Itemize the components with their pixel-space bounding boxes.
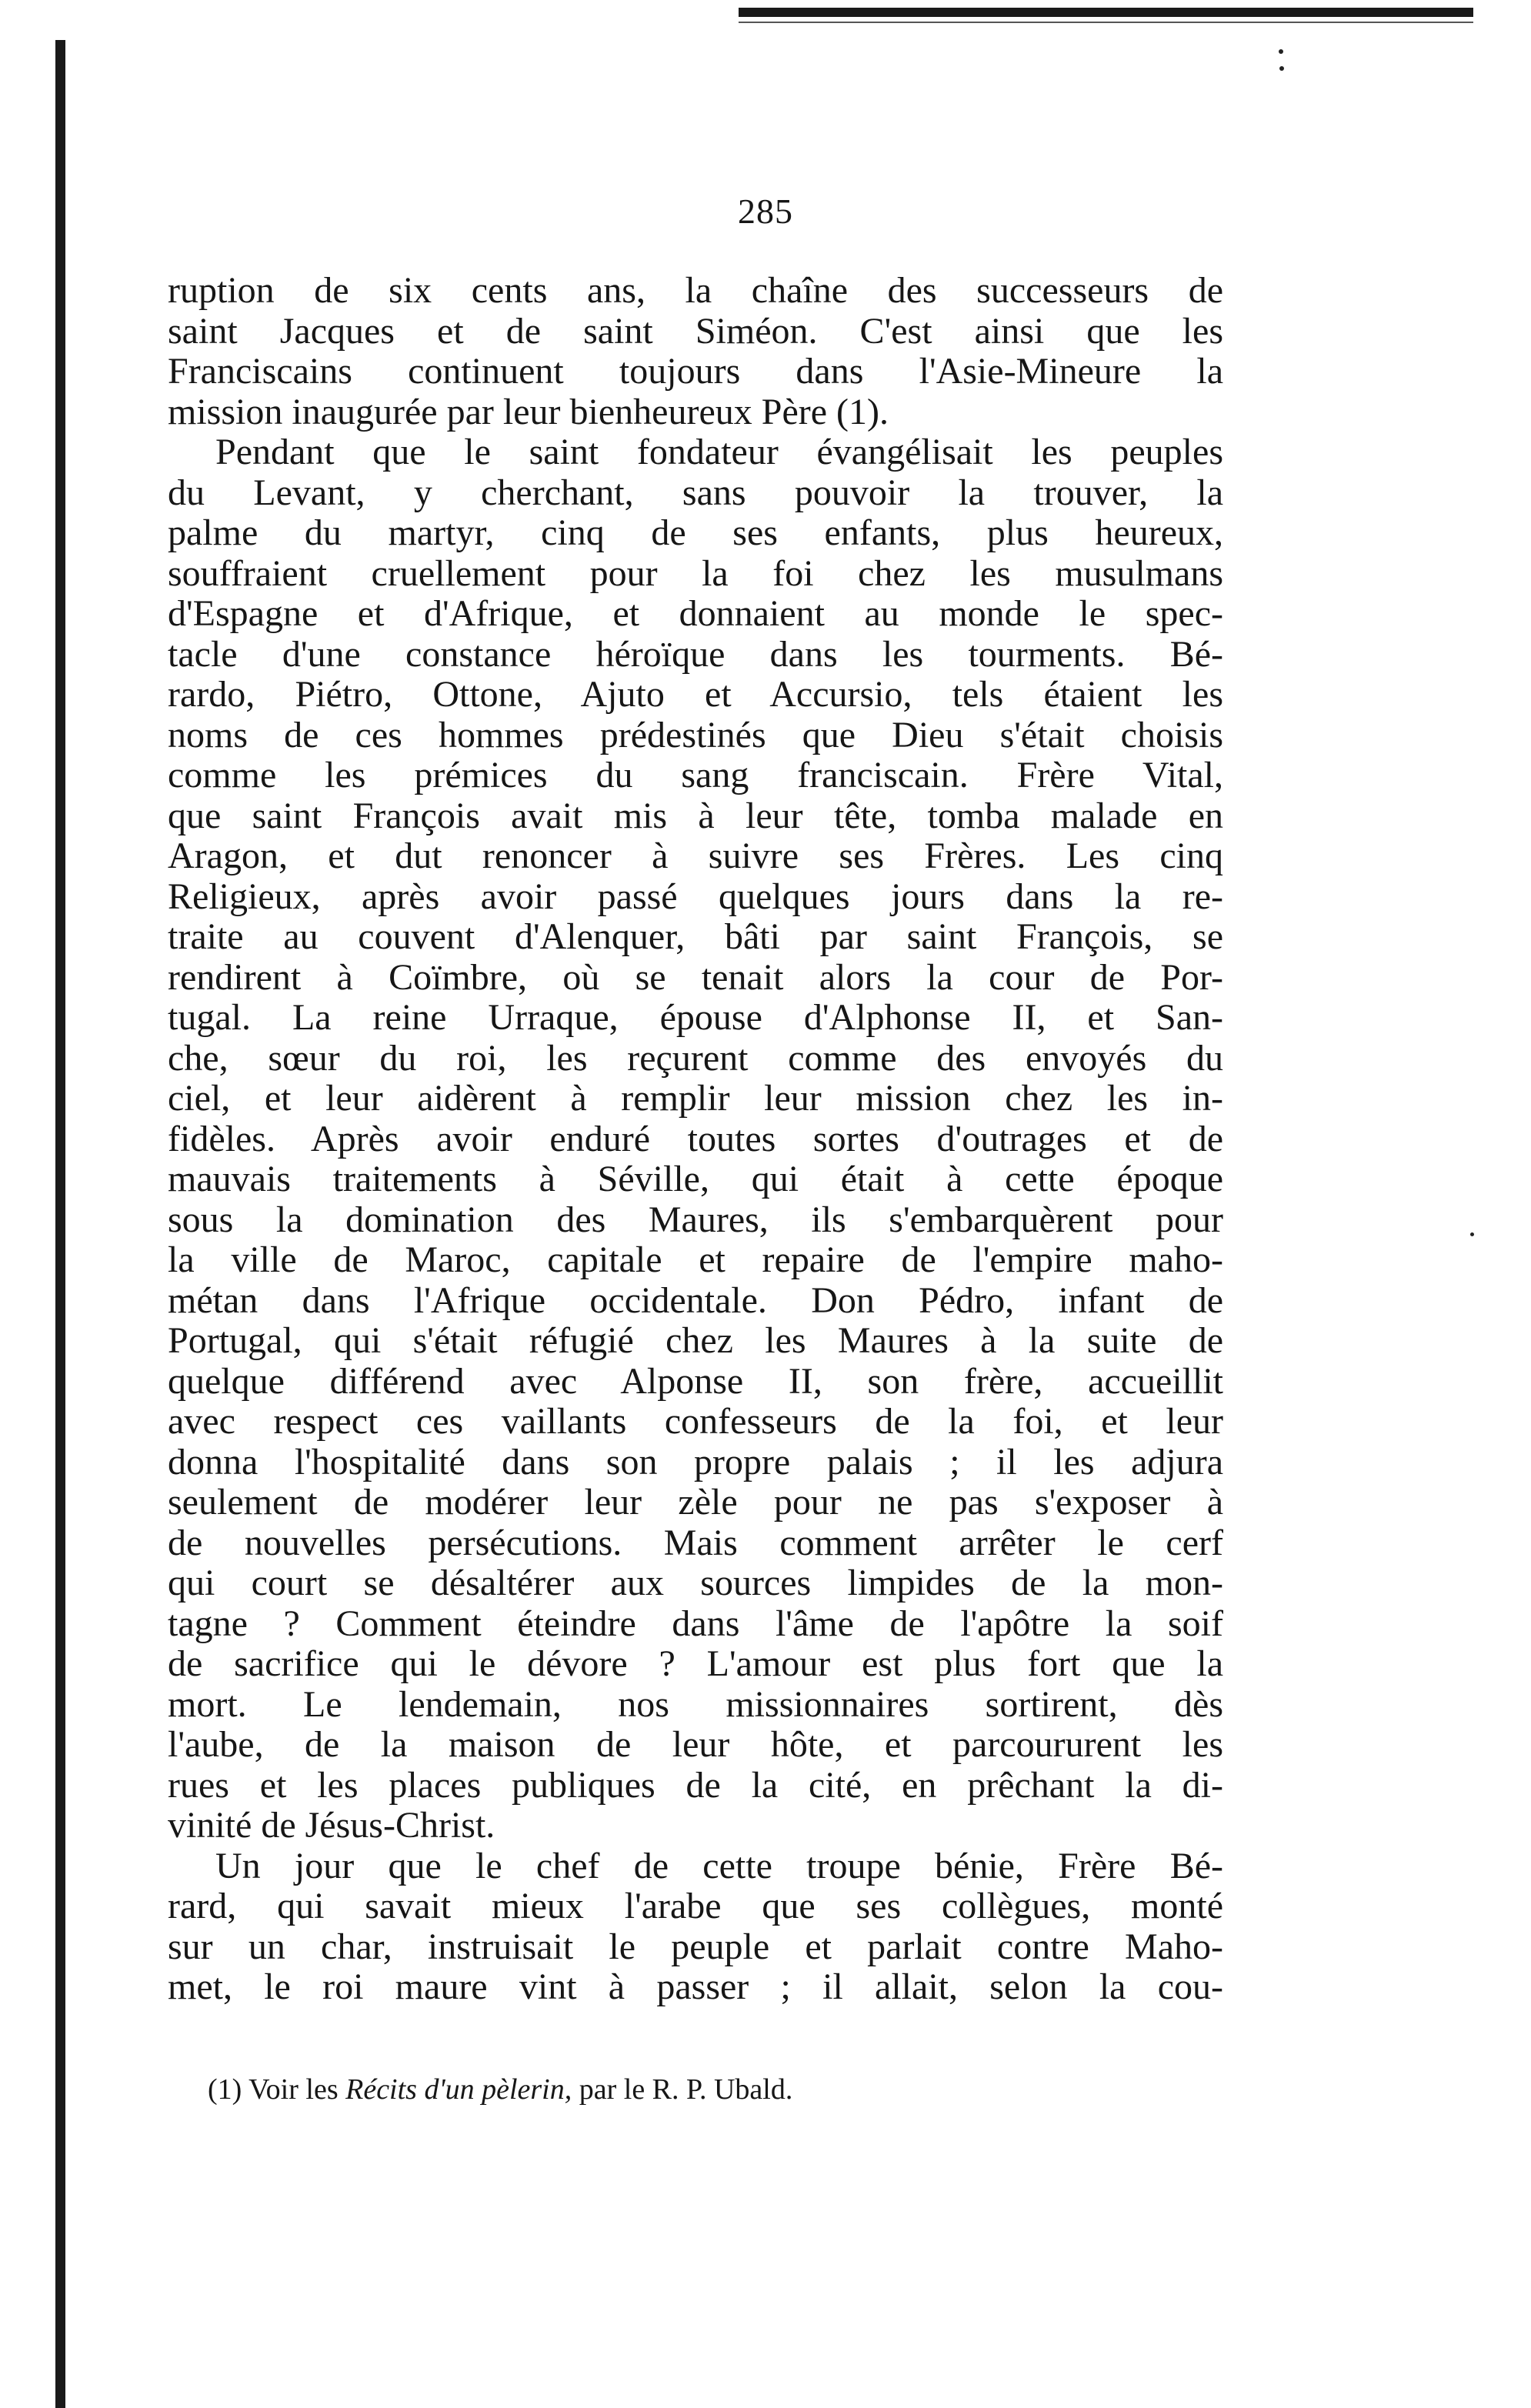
text-line: souffraient cruellement pour la foi chez les musulmans bbox=[168, 552, 1223, 594]
text-line: sous la domination des Maures, ils s'embarquèrent pour bbox=[168, 1199, 1223, 1240]
text-line: che, sœur du roi, les reçurent comme des envoyés du bbox=[168, 1037, 1223, 1079]
text-line: qui court se désaltérer aux sources limpides de la mon- bbox=[168, 1563, 1223, 1603]
text-line: rendirent à Coïmbre, où se tenait alors la cour de Por- bbox=[168, 956, 1223, 998]
text-line: Portugal, qui s'était réfugié chez les Maures à la suite de bbox=[168, 1320, 1223, 1361]
text-line: rardo, Piétro, Ottone, Ajuto et Accursio, tels étaient les bbox=[168, 674, 1223, 715]
text-line: tugal. La reine Urraque, épouse d'Alphonse II, et San- bbox=[168, 997, 1223, 1038]
text-line: rard, qui savait mieux l'arabe que ses collègues, monté bbox=[168, 1886, 1223, 1926]
text-line: la ville de Maroc, capitale et repaire de l'empire maho- bbox=[168, 1239, 1223, 1280]
scan-edge-top bbox=[739, 8, 1473, 17]
text-line: fidèles. Après avoir enduré toutes sortes d'outrages et de bbox=[168, 1118, 1223, 1159]
text-line: ruption de six cents ans, la chaîne des successeurs de bbox=[168, 270, 1223, 311]
scan-edge-left bbox=[55, 40, 65, 2408]
text-line: de sacrifice qui le dévore ? L'amour est plus fort que la bbox=[168, 1643, 1223, 1684]
text-line: Un jour que le chef de cette troupe bénie, Frère Bé- bbox=[215, 1845, 1223, 1886]
scan-edge-top-thin bbox=[739, 22, 1473, 23]
text-line: noms de ces hommes prédestinés que Dieu s'était choisis bbox=[168, 714, 1223, 755]
footnote bbox=[208, 2073, 792, 2106]
text-line: tacle d'une constance héroïque dans les tourments. Bé- bbox=[168, 633, 1223, 675]
text-line: l'aube, de la maison de leur hôte, et parcoururent les bbox=[168, 1724, 1223, 1765]
text-line: que saint François avait mis à leur tête, tomba malade en bbox=[168, 795, 1223, 836]
page-number: 285 bbox=[738, 192, 793, 231]
text-line: palme du martyr, cinq de ses enfants, plus heureux, bbox=[168, 512, 1223, 553]
text-line: seulement de modérer leur zèle pour ne pas s'exposer à bbox=[168, 1482, 1223, 1523]
scan-speck bbox=[1470, 1232, 1474, 1236]
body-text bbox=[168, 271, 1223, 2008]
text-line: du Levant, y cherchant, sans pouvoir la trouver, la bbox=[168, 472, 1223, 513]
text-line: d'Espagne et d'Afrique, et donnaient au monde le spec- bbox=[168, 593, 1223, 634]
text-line: quelque différend avec Alponse II, son frère, accueillit bbox=[168, 1360, 1223, 1402]
text-line: traite au couvent d'Alenquer, bâti par saint François, se bbox=[168, 916, 1223, 957]
text-line: Franciscains continuent toujours dans l'Asie-Mineure la bbox=[168, 351, 1223, 392]
scan-speck bbox=[1279, 49, 1283, 54]
text-line: mauvais traitements à Séville, qui était à cette époque bbox=[168, 1159, 1223, 1199]
text-line: saint Jacques et de saint Siméon. C'est ainsi que les bbox=[168, 310, 1223, 352]
text-line: avec respect ces vaillants confesseurs de la foi, et leur bbox=[168, 1401, 1223, 1442]
footnote-marker: (1) bbox=[208, 2073, 242, 2106]
text-line: métan dans l'Afrique occidentale. Don Pédro, infant de bbox=[168, 1279, 1223, 1321]
text-line: mort. Le lendemain, nos missionnaires sortirent, dès bbox=[168, 1683, 1223, 1725]
text-line: mission inaugurée par leur bienheureux Père (1). bbox=[168, 391, 889, 432]
footnote-text: par le R. P. Ubald. bbox=[579, 2073, 793, 2106]
text-line: vinité de Jésus-Christ. bbox=[168, 1805, 495, 1846]
footnote-title: Récits d'un pèlerin, bbox=[345, 2073, 572, 2106]
text-line: Aragon, et dut renoncer à suivre ses Frères. Les cinq bbox=[168, 835, 1223, 876]
text-line: Pendant que le saint fondateur évangélisait les peuples bbox=[215, 432, 1223, 472]
text-line: Religieux, après avoir passé quelques jours dans la re- bbox=[168, 875, 1223, 917]
text-line: sur un char, instruisait le peuple et parlait contre Maho- bbox=[168, 1926, 1223, 1967]
text-line: tagne ? Comment éteindre dans l'âme de l'apôtre la soif bbox=[168, 1603, 1223, 1644]
text-line: comme les prémices du sang franciscain. Frère Vital, bbox=[168, 755, 1223, 795]
scan-speck bbox=[1279, 66, 1284, 71]
text-line: rues et les places publiques de la cité, en prêchant la di- bbox=[168, 1764, 1223, 1806]
text-line: de nouvelles persécutions. Mais comment arrêter le cerf bbox=[168, 1522, 1223, 1563]
text-line: ciel, et leur aidèrent à remplir leur mission chez les in- bbox=[168, 1078, 1223, 1119]
footnote-text: Voir les bbox=[248, 2073, 339, 2106]
text-line: donna l'hospitalité dans son propre palais ; il les adjura bbox=[168, 1441, 1223, 1482]
text-line: met, le roi maure vint à passer ; il allait, selon la cou- bbox=[168, 1966, 1223, 2007]
